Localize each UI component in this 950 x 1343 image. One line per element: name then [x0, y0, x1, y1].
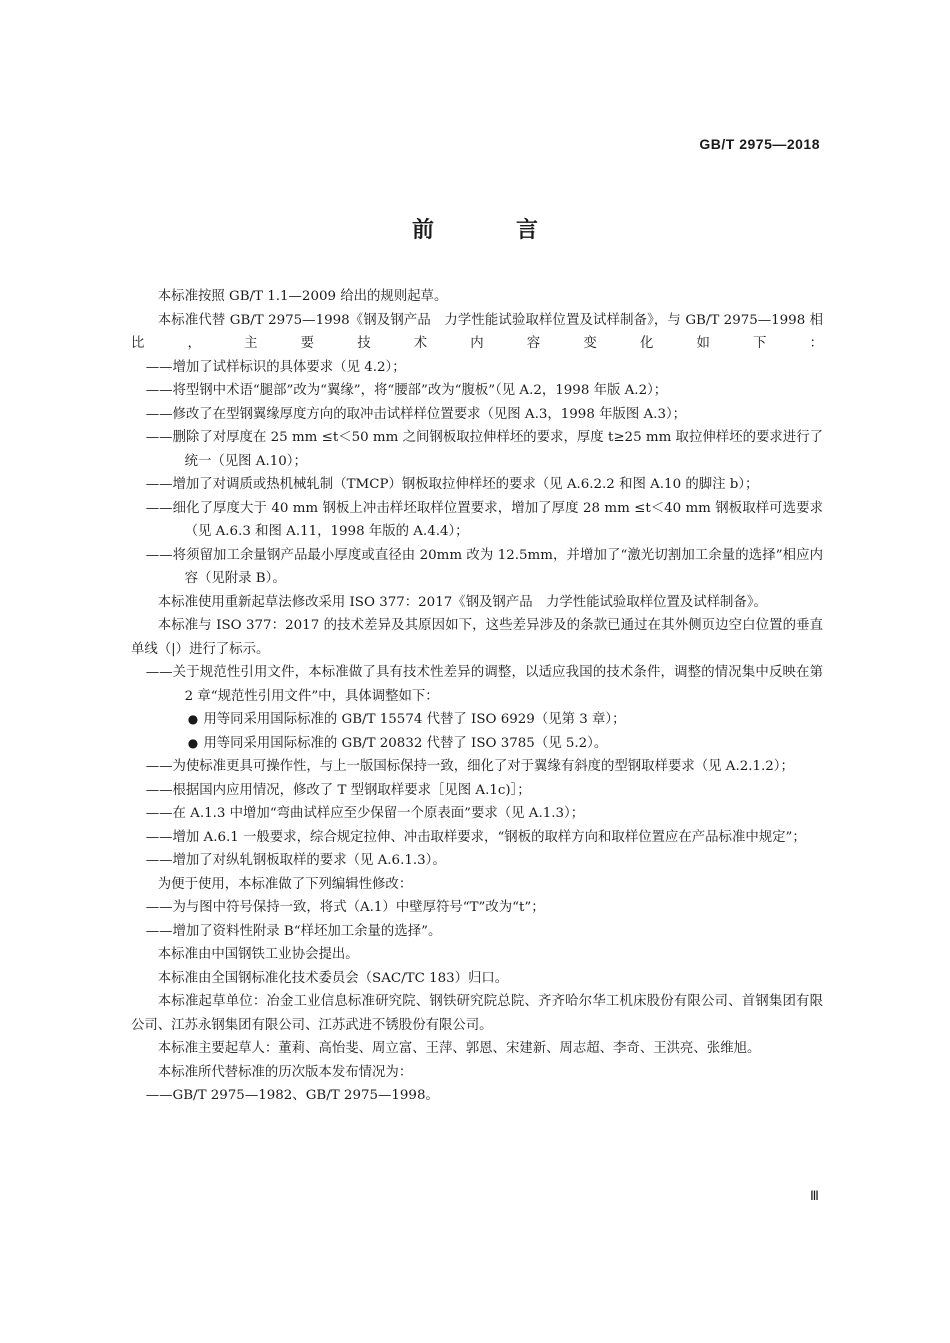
bullet-text: 用等同采用国际标准的 GB/T 15574 代替了 ISO 6929（见第 3 章）；	[203, 712, 626, 727]
page-title: 前 言	[411, 218, 568, 243]
change-item-machining-allowance: ——将须留加工余量钢产品最小厚度或直径由 20mm 改为 12.5mm，并增加了“激光切割加工余量的选择”相应内容（见附录 B）。	[145, 547, 823, 586]
page-number: Ⅲ	[810, 1188, 819, 1203]
paragraph-proposed-by: 本标准由中国钢铁工业协会提出。	[157, 947, 359, 962]
change-item-sample-id: ——增加了试样标识的具体要求（见 4.2）；	[145, 359, 406, 375]
paragraph-editorial-changes: 为便于使用，本标准做了下列编辑性修改：	[157, 876, 413, 892]
history-item: ——GB/T 2975—1982、GB/T 2975—1998。	[145, 1088, 439, 1103]
foreword-body	[131, 285, 823, 1108]
difference-item-normative-refs: ——关于规范性引用文件，本标准做了具有技术性差异的调整，以适应我国的技术条件，调整的情况集中反映在第 2 章“规范性引用文件”中，具体调整如下：	[145, 665, 823, 704]
paragraph-drafting-units: 本标准起草单位：冶金工业信息标准研究院、钢铁研究院总院、齐齐哈尔华工机床股份有限公司、首钢集团有限公司、江苏永钢集团有限公司、江苏武进不锈股份有限公司。	[131, 994, 823, 1033]
bullet-item-gbt15574	[131, 708, 823, 732]
bullet-item-gbt20832	[131, 732, 823, 756]
paragraph-technical-differences: 本标准与 ISO 377：2017 的技术差异及其原因如下，这些差异涉及的条款已通过在其外侧页边空白位置的垂直单线（|）进行了标示。	[131, 618, 823, 657]
difference-item-flange-slope: ——为使标准更具可操作性，与上一版国标保持一致，细化了对于翼缘有斜度的型钢取样要求（见 A.2.1.2）；	[145, 759, 794, 774]
change-item-tmcp: ——增加了对调质或热机械轧制（TMCP）钢板取拉伸样坯的要求（见 A.6.2.2 和图 A.10 的脚注 b）；	[145, 477, 759, 492]
change-item-terminology: ——将型钢中术语“腿部”改为“翼缘”，将“腰部”改为“腹板”（见 A.2，1998 年版 A.2）；	[145, 383, 668, 398]
change-item-plate-tensile: ——删除了对厚度在 25 mm ≤t＜50 mm 之间钢板取拉伸样坯的要求，厚度 t≥25 mm 取拉伸样坯的要求进行了统一（见图 A.10）；	[145, 430, 823, 469]
change-item-flange-impact: ——修改了在型钢翼缘厚度方向的取冲击试样样位置要求（见图 A.3，1998 年版图 A.3）；	[145, 406, 687, 422]
paragraph-drafters: 本标准主要起草人：董莉、高怡斐、周立富、王萍、郭恩、宋建新、周志超、李奇、王洪亮、张维旭。	[157, 1041, 761, 1056]
difference-item-longitudinal-rolling: ——增加了对纵轧钢板取样的要求（见 A.6.1.3）。	[145, 853, 446, 868]
bullet-text: 用等同采用国际标准的 GB/T 20832 代替了 ISO 3785（见 5.2）。	[203, 735, 608, 751]
paragraph-replaces: 本标准代替 GB/T 2975—1998《钢及钢产品 力学性能试验取样位置及试样制备》，与 GB/T 2975—1998 相比，主要技术内容变化如下：	[131, 312, 823, 351]
editorial-item-symbol: ——为与图中符号保持一致，将式（A.1）中壁厚符号“T”改为“t”；	[145, 900, 545, 915]
difference-item-general-req: ——增加 A.6.1 一般要求，综合规定拉伸、冲击取样要求，“钢板的取样方向和取样位置应在产品标准中规定”；	[145, 829, 806, 845]
editorial-item-annex-b: ——增加了资料性附录 B“样坯加工余量的选择”。	[145, 923, 442, 939]
paragraph-under-jurisdiction: 本标准由全国钢标准化技术委员会（SAC/TC 183）归口。	[157, 970, 509, 986]
paragraph-history-intro: 本标准所代替标准的历次版本发布情况为：	[157, 1064, 413, 1080]
bullet-icon: ●	[187, 712, 199, 726]
change-item-impact-position: ——细化了厚度大于 40 mm 钢板上冲击样坯取样位置要求，增加了厚度 28 mm ≤t＜40 mm 钢板取样可选要求（见 A.6.3 和图 A.11，1998 年版的 A.4.4）；	[145, 500, 823, 539]
paragraph-drafting-rules: 本标准按照 GB/T 1.1—2009 给出的规则起草。	[157, 289, 448, 304]
difference-item-bend-surface: ——在 A.1.3 中增加“弯曲试样应至少保留一个原表面”要求（见 A.1.3）；	[145, 806, 585, 821]
bullet-icon: ●	[187, 735, 199, 750]
standard-number: GB/T 2975—2018	[699, 136, 820, 152]
paragraph-iso-adoption: 本标准使用重新起草法修改采用 ISO 377：2017《钢及钢产品 力学性能试验取样位置及试样制备》。	[157, 594, 767, 610]
difference-item-t-section: ——根据国内应用情况，修改了 T 型钢取样要求［见图 A.1c)］；	[145, 782, 531, 798]
